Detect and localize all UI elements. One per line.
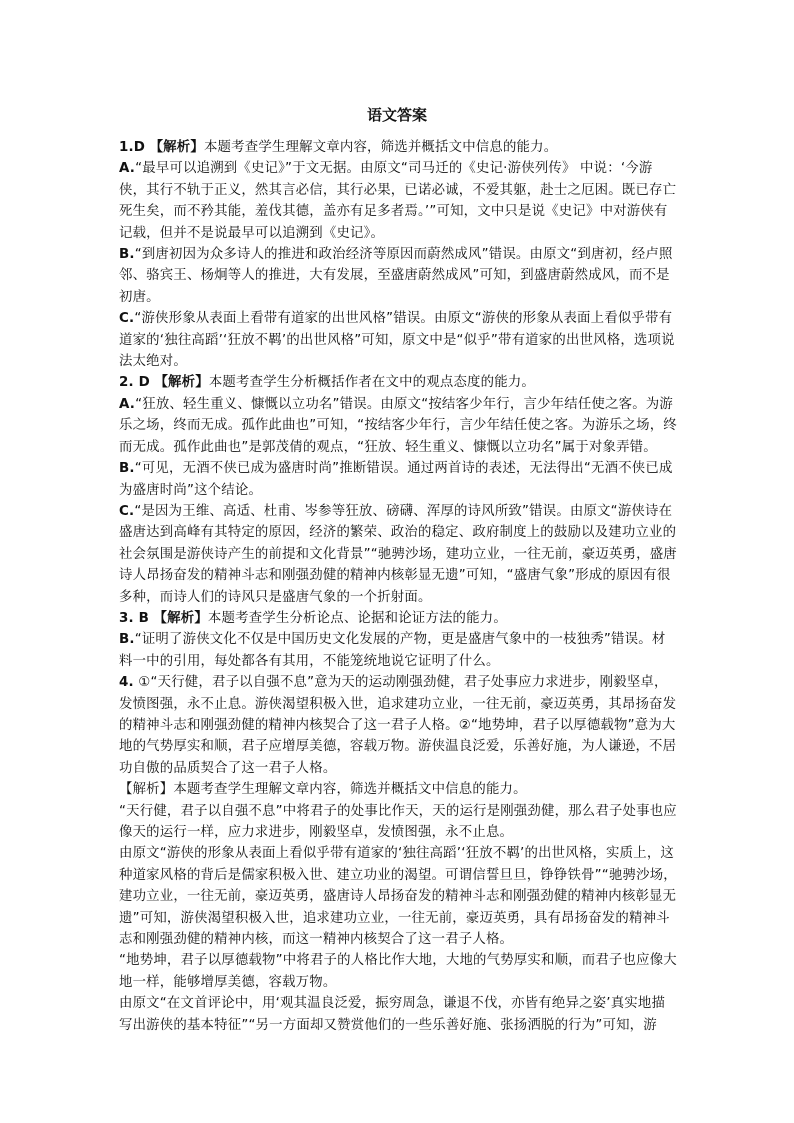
q2-heading [119, 372, 677, 393]
q4-number: 4. [119, 675, 134, 691]
q2-option-b [119, 458, 677, 501]
q4-answer [119, 672, 677, 779]
q1-heading [119, 137, 677, 158]
q1-option-a [119, 158, 677, 244]
q1-option-c-label: C. [119, 311, 135, 327]
q2-analysis-tag: 【解析】 [154, 375, 209, 391]
q1-option-c [119, 308, 677, 372]
q2-option-a-label: A. [119, 396, 136, 412]
q3-heading [119, 608, 677, 629]
q1-number: 1.D [119, 140, 146, 155]
q2-option-b-label: B. [119, 461, 135, 477]
q4-analysis-tag: 【解析】 [119, 782, 174, 798]
q2-option-c-text: “是因为王维、高适、杜甫、岑参等狂放、磅礴、浑厚的诗风所致”错误。由原文“游侠诗在盛唐达到高峰有其特定的原因，经济的繁荣、政治的稳定、政府制度上的鼓励以及建功立业的社会氛围是游侠诗产生的前提和文化背景”“驰骋沙场，建功立业，一往无前，豪迈英勇，盛唐诗人昂扬奋发的精神斗志和刚强劲健的精神内核彰显无遗”可知，“盛唐气象”形成的原因有很多种，而诗人们的诗风只是盛唐气象的一个折射面。 [119, 503, 677, 605]
q4-analysis-paragraph-4: 由原文“在文首评论中，用‘观其温良泛爱，振穷周急，谦退不伐，亦皆有绝异之姿’真实地描写出游侠的基本特征”“另一方面却又赞赏他们的一些乐善好施、张扬洒脱的行为”可知，游 [119, 996, 666, 1033]
q2-option-b-text: “可见，无酒不侠已成为盛唐时尚”推断错误。通过两首诗的表述，无法得出“无酒不侠已成为盛唐时尚”这个结论。 [119, 461, 673, 498]
q1-analysis-tag: 【解析】 [149, 140, 204, 155]
q2-number: 2. D [119, 375, 150, 391]
q3-option-b-text: “证明了游侠文化不仅是中国历史文化发展的产物，更是盛唐气象中的一枝独秀”错误。材料一中的引用，每处都各有其用，不能笼统地说它证明了什么。 [119, 632, 666, 669]
q4-analysis-paragraph-2: 由原文“游侠的形象从表面上看似乎带有道家的‘独往高蹈’‘狂放不羁’的出世风格，实质上，这种道家风格的背后是儒家积极入世、建立功业的渴望。可谓信誓旦旦，铮铮铁骨”“驰骋沙场，建功立业，一往无前，豪迈英勇，盛唐诗人昂扬奋发的精神斗志和刚强劲健的精神内核彰显无遗”可知，游侠渴望积极入世，追求建功立业，一往无前，豪迈英勇，具有昂扬奋发的精神斗志和刚强劲健的精神内核，而这一精神内核契合了这一君子人格。 [119, 846, 677, 948]
document-body [119, 137, 677, 1036]
q1-option-b [119, 244, 677, 308]
q2-option-a [119, 394, 677, 458]
q4-analysis-heading [119, 779, 677, 800]
document-title: 语文答案 [366, 106, 427, 124]
q4-analysis-paragraph-1: “天行健，君子以自强不息”中将君子的处事比作天，天的运行是刚强劲健，那么君子处事也应像天的运行一样，应力求进步，刚毅坚卓，发愤图强，永不止息。 [119, 803, 677, 840]
q3-heading-text: 本题考查学生分析论点、论据和论证方法的能力。 [207, 610, 507, 626]
q4-answer-text: ①“天行健，君子以自强不息”意为天的运动刚强劲健，君子处事应力求进步，刚毅坚卓，发愤图强，永不止息。游侠渴望积极入世，追求建功立业，一往无前，豪迈英勇，其昂扬奋发的精神斗志和刚强劲健的精神内核契合了这一君子人格。②“地势坤，君子以厚德载物”意为大地的气势厚实和顺，君子应增厚美德，容载万物。游侠温良泛爱，乐善好施，为人谦逊，不居功自傲的品质契合了这一君子人格。 [119, 675, 677, 776]
q2-option-c-label: C. [119, 503, 135, 519]
q4-analysis-heading-text: 本题考查学生理解文章内容，筛选并概括文中信息的能力。 [173, 782, 527, 798]
q1-option-c-text: “游侠形象从表面上看带有道家的出世风格”错误。由原文“游侠的形象从表面上看似乎带有道家的‘独往高蹈’‘狂放不羁’的出世风格”可知，原文中是“似乎”带有道家的出世风格，选项说法太绝对。 [119, 311, 675, 370]
q2-heading-text: 本题考查学生分析概括作者在文中的观点态度的能力。 [208, 375, 536, 391]
q2-option-a-text: “狂放、轻生重义、慷慨以立功名”错误。由原文“按结客少年行，言少年结任使之客。为游乐之场，终而无成。孤作此曲也”可知，“按结客少年行，言少年结任使之客。为游乐之场，终而无成。孤作此曲也”是郭茂倩的观点，“狂放、轻生重义、慷慨以立功名”属于对象弄错。 [119, 396, 677, 455]
q2-option-c [119, 501, 677, 608]
q1-option-b-label: B. [119, 247, 135, 263]
q4-analysis-paragraph-3: “地势坤，君子以厚德载物”中将君子的人格比作大地，大地的气势厚实和顺，而君子也应像大地一样，能够增厚美德，容载万物。 [119, 953, 677, 990]
q3-number: 3. B [119, 610, 150, 626]
q3-option-b [119, 629, 677, 672]
q1-option-a-label: A. [119, 161, 136, 177]
q1-option-b-text: “到唐初因为众多诗人的推进和政治经济等原因而蔚然成风”错误。由原文“到唐初，经卢照邻、骆宾王、杨炯等人的推进，大有发展，至盛唐蔚然成风”可知，到盛唐蔚然成风，而不是初唐。 [119, 247, 673, 305]
q1-heading-text: 本题考查学生理解文章内容，筛选并概括文中信息的能力。 [203, 140, 558, 155]
q3-analysis-tag: 【解析】 [153, 610, 208, 626]
q3-option-b-label: B. [119, 632, 135, 648]
q1-option-a-text: “最早可以追溯到《史记》”于文无据。由原文“司马迁的《史记·游侠列传》 中说：‘今游侠，其行不轨于正义，然其言必信，其行必果，已诺必诚，不爱其躯，赴士之厄困。既已存亡死生矣，而不矜其能，羞伐其德，盖亦有足多者焉。’”可知，文中只是说《史记》中对游侠有记载，但并不是说最早可以追溯到《史记》。 [119, 161, 677, 241]
